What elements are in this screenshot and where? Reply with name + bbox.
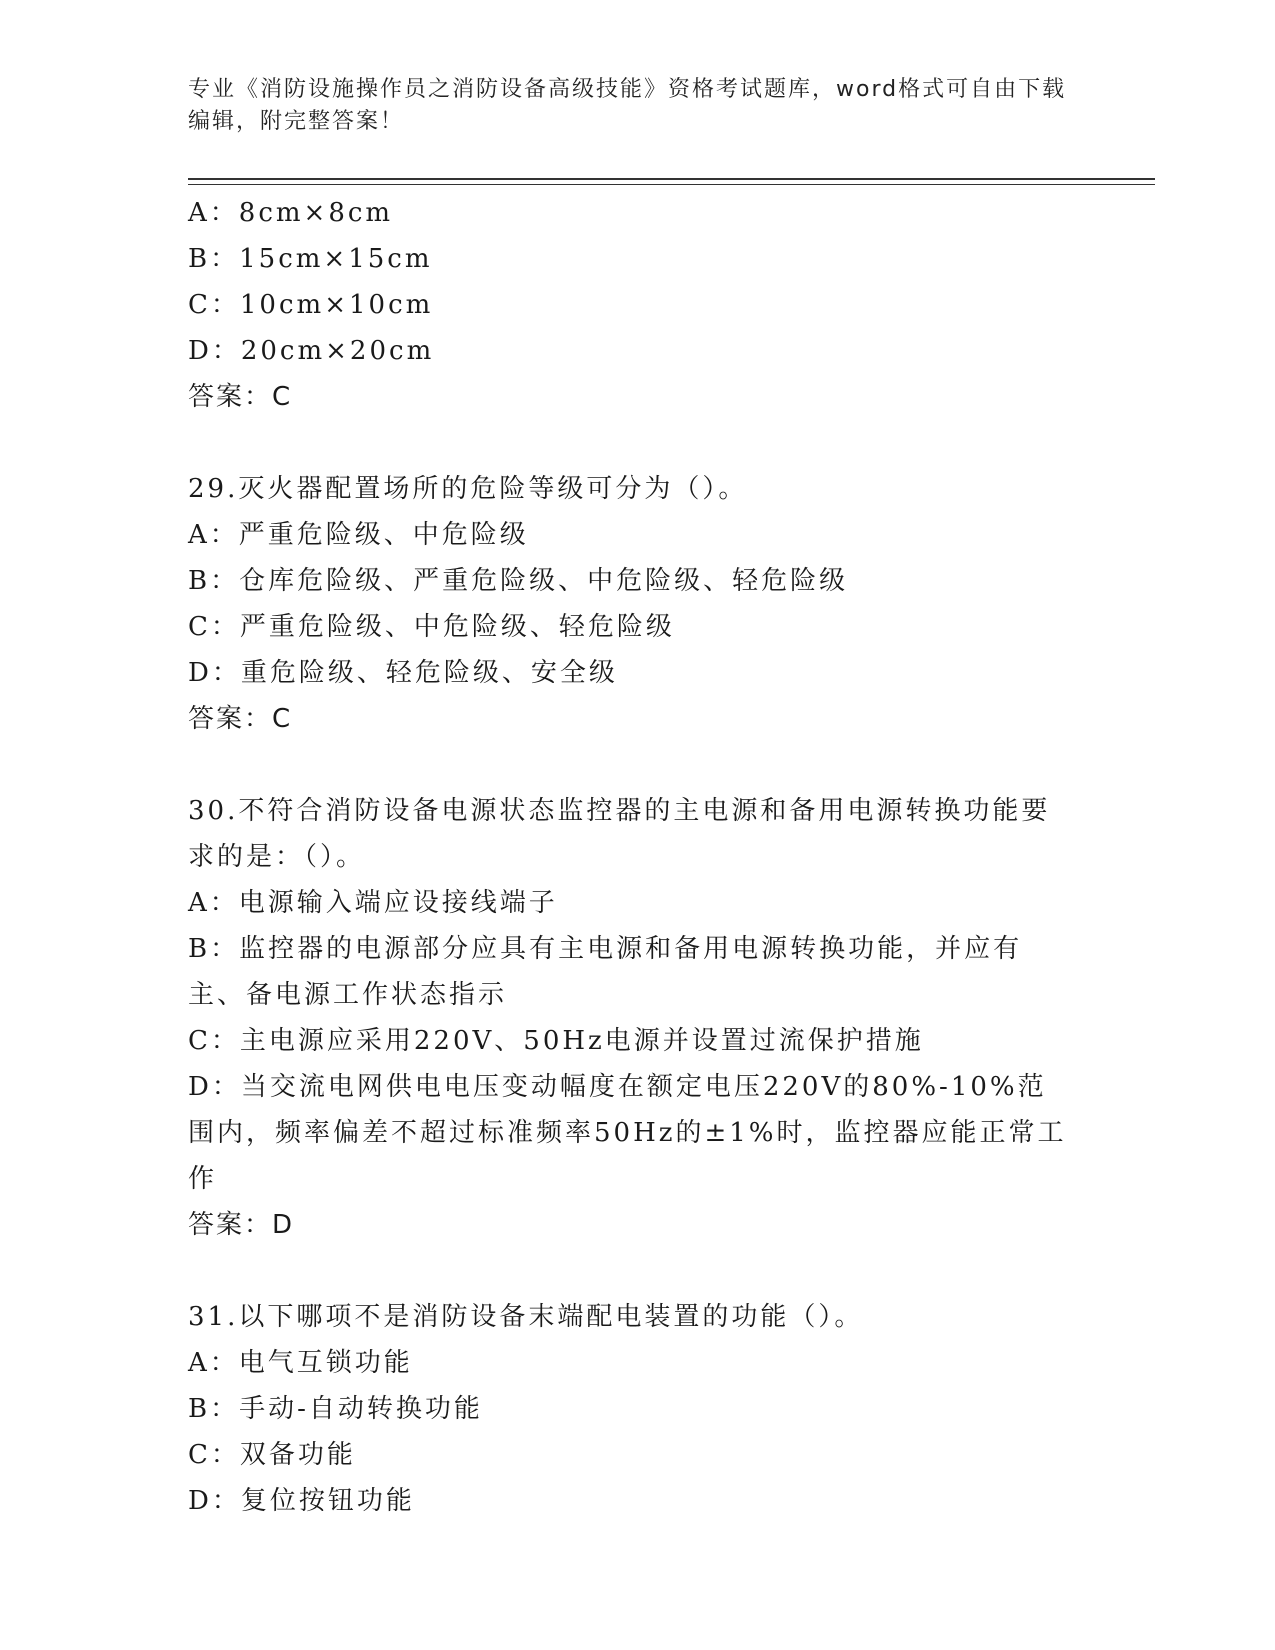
option-c: C：10cm×10cm	[188, 290, 434, 320]
option-a: A：8cm×8cm	[188, 198, 394, 228]
option-d: D：重危险级、轻危险级、安全级	[188, 658, 618, 688]
option-b: B：仓库危险级、严重危险级、中危险级、轻危险级	[188, 566, 849, 596]
question-30	[188, 788, 1088, 1248]
option-d: D：当交流电网供电电压变动幅度在额定电压220V的80%-10%范围内，频率偏差不超过标准频率50Hz的±1%时，监控器应能正常工作	[188, 1072, 1067, 1194]
question-content	[188, 190, 1088, 1524]
answer-line: 答案：C	[188, 704, 293, 734]
header-divider-thick	[188, 178, 1155, 180]
option-d: D：复位按钮功能	[188, 1486, 415, 1516]
option-c: C：主电源应采用220V、50Hz电源并设置过流保护措施	[188, 1026, 924, 1056]
option-a: A：电气互锁功能	[188, 1348, 413, 1378]
carryover-question	[188, 190, 1088, 420]
answer-line: 答案：C	[188, 382, 293, 412]
option-c: C：严重危险级、中危险级、轻危险级	[188, 612, 675, 642]
question-stem: 30.不符合消防设备电源状态监控器的主电源和备用电源转换功能要求的是：（）。	[188, 796, 1051, 872]
option-b: B：监控器的电源部分应具有主电源和备用电源转换功能，并应有主、备电源工作状态指示	[188, 934, 1023, 1010]
header-divider-thin	[188, 184, 1155, 185]
option-b: B：手动-自动转换功能	[188, 1394, 483, 1424]
question-stem: 29.灭火器配置场所的危险等级可分为（）。	[188, 474, 748, 504]
option-a: A：电源输入端应设接线端子	[188, 888, 558, 918]
document-header: 专业《消防设施操作员之消防设备高级技能》资格考试题库，word格式可自由下载编辑，附完整答案！	[188, 77, 1067, 134]
question-31	[188, 1294, 1088, 1524]
option-d: D：20cm×20cm	[188, 336, 435, 366]
option-c: C：双备功能	[188, 1440, 356, 1470]
question-29	[188, 466, 1088, 742]
answer-line: 答案：D	[188, 1210, 295, 1240]
option-b: B：15cm×15cm	[188, 244, 433, 274]
option-a: A：严重危险级、中危险级	[188, 520, 529, 550]
question-stem: 31.以下哪项不是消防设备末端配电装置的功能（）。	[188, 1302, 864, 1332]
